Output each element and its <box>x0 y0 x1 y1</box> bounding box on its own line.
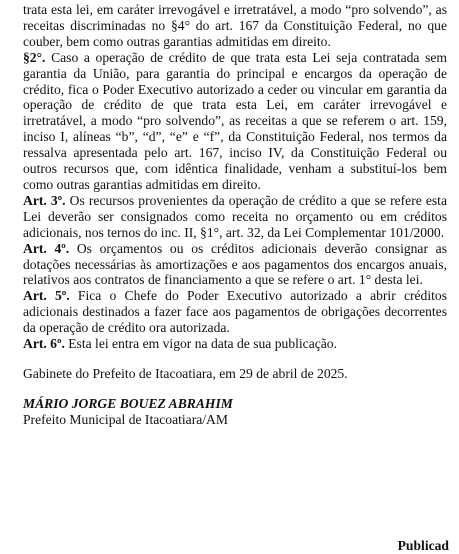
article-label: Art. 3º. <box>23 192 66 208</box>
article-label: Art. 5º. <box>23 288 70 304</box>
publication-note-cutoff: Publicad <box>397 538 449 553</box>
section-label: §2°. <box>23 49 46 65</box>
signer-role: Prefeito Municipal de Itacoatiara/AM <box>23 411 228 427</box>
spacer <box>23 352 447 366</box>
paragraph-text: trata esta lei, em caráter irrevogável e irretratável, a modo “pro solvendo”, as receitas discriminadas no §4° do art. 167 da Constituição Federal, no que couber, bem como outras garantias admitidas em direito. <box>23 2 447 49</box>
paragraph-article-4 <box>23 241 447 289</box>
article-label: Art. 4º. <box>23 240 70 256</box>
paragraph-text: Os recursos provenientes da operação de crédito a que se refere esta Lei deverão ser consignados como receita no orçamento ou em créditos adicionais, nos ternos do inc. II, §1°, art. 32, da Lei Complementar 101/2000. <box>23 192 447 240</box>
place-date-line: Gabinete do Prefeito de Itacoatiara, em 29 de abril de 2025. <box>23 365 348 381</box>
spacer <box>23 382 447 396</box>
paragraph-text: Caso a operação de crédito de que trata esta Lei seja contratada sem garantia da União, para garantia do principal e encargos da operação de crédito, fica o Poder Executivo autorizado a ceder ou vincular em garantia da operação de crédito de que trata esta Lei, em caráter irrevogável e irretratável, a modo “pro solvendo”, as receitas a que se referem o art. 159, inciso I, alíneas “b”, “d”, “e” e “f”, da Constituição Federal, nos termos da ressalva apresentada pelo art. 167, inciso IV, da Constituição Federal ou outros recursos que, com idêntica finalidade, venham a substituí-los bem como outras garantias admitidas em direito. <box>23 49 447 192</box>
signer-name: MÁRIO JORGE BOUEZ ABRAHIM <box>23 395 233 411</box>
paragraph-text: Os orçamentos ou os créditos adicionais deverão consignar as dotações necessárias às amortizações e aos pagamentos dos encargos anuais, relativos aos contratos de financiamento a que se refere o art. 1° desta lei. <box>23 240 447 288</box>
paragraph-section-2 <box>23 50 447 193</box>
paragraph-text: Esta lei entra em vigor na data de sua publicação. <box>64 336 337 352</box>
document-body <box>23 2 447 428</box>
paragraph-continuation <box>23 2 447 50</box>
paragraph-article-6 <box>23 336 447 352</box>
paragraph-text: Fica o Chefe do Poder Executivo autorizado a abrir créditos adicionais destinados a fazer face aos pagamentos de obrigações decorrentes da operação de crédito ora autorizada. <box>23 288 447 336</box>
article-label: Art. 6º. <box>23 336 65 352</box>
paragraph-article-3 <box>23 193 447 241</box>
paragraph-article-5 <box>23 288 447 336</box>
